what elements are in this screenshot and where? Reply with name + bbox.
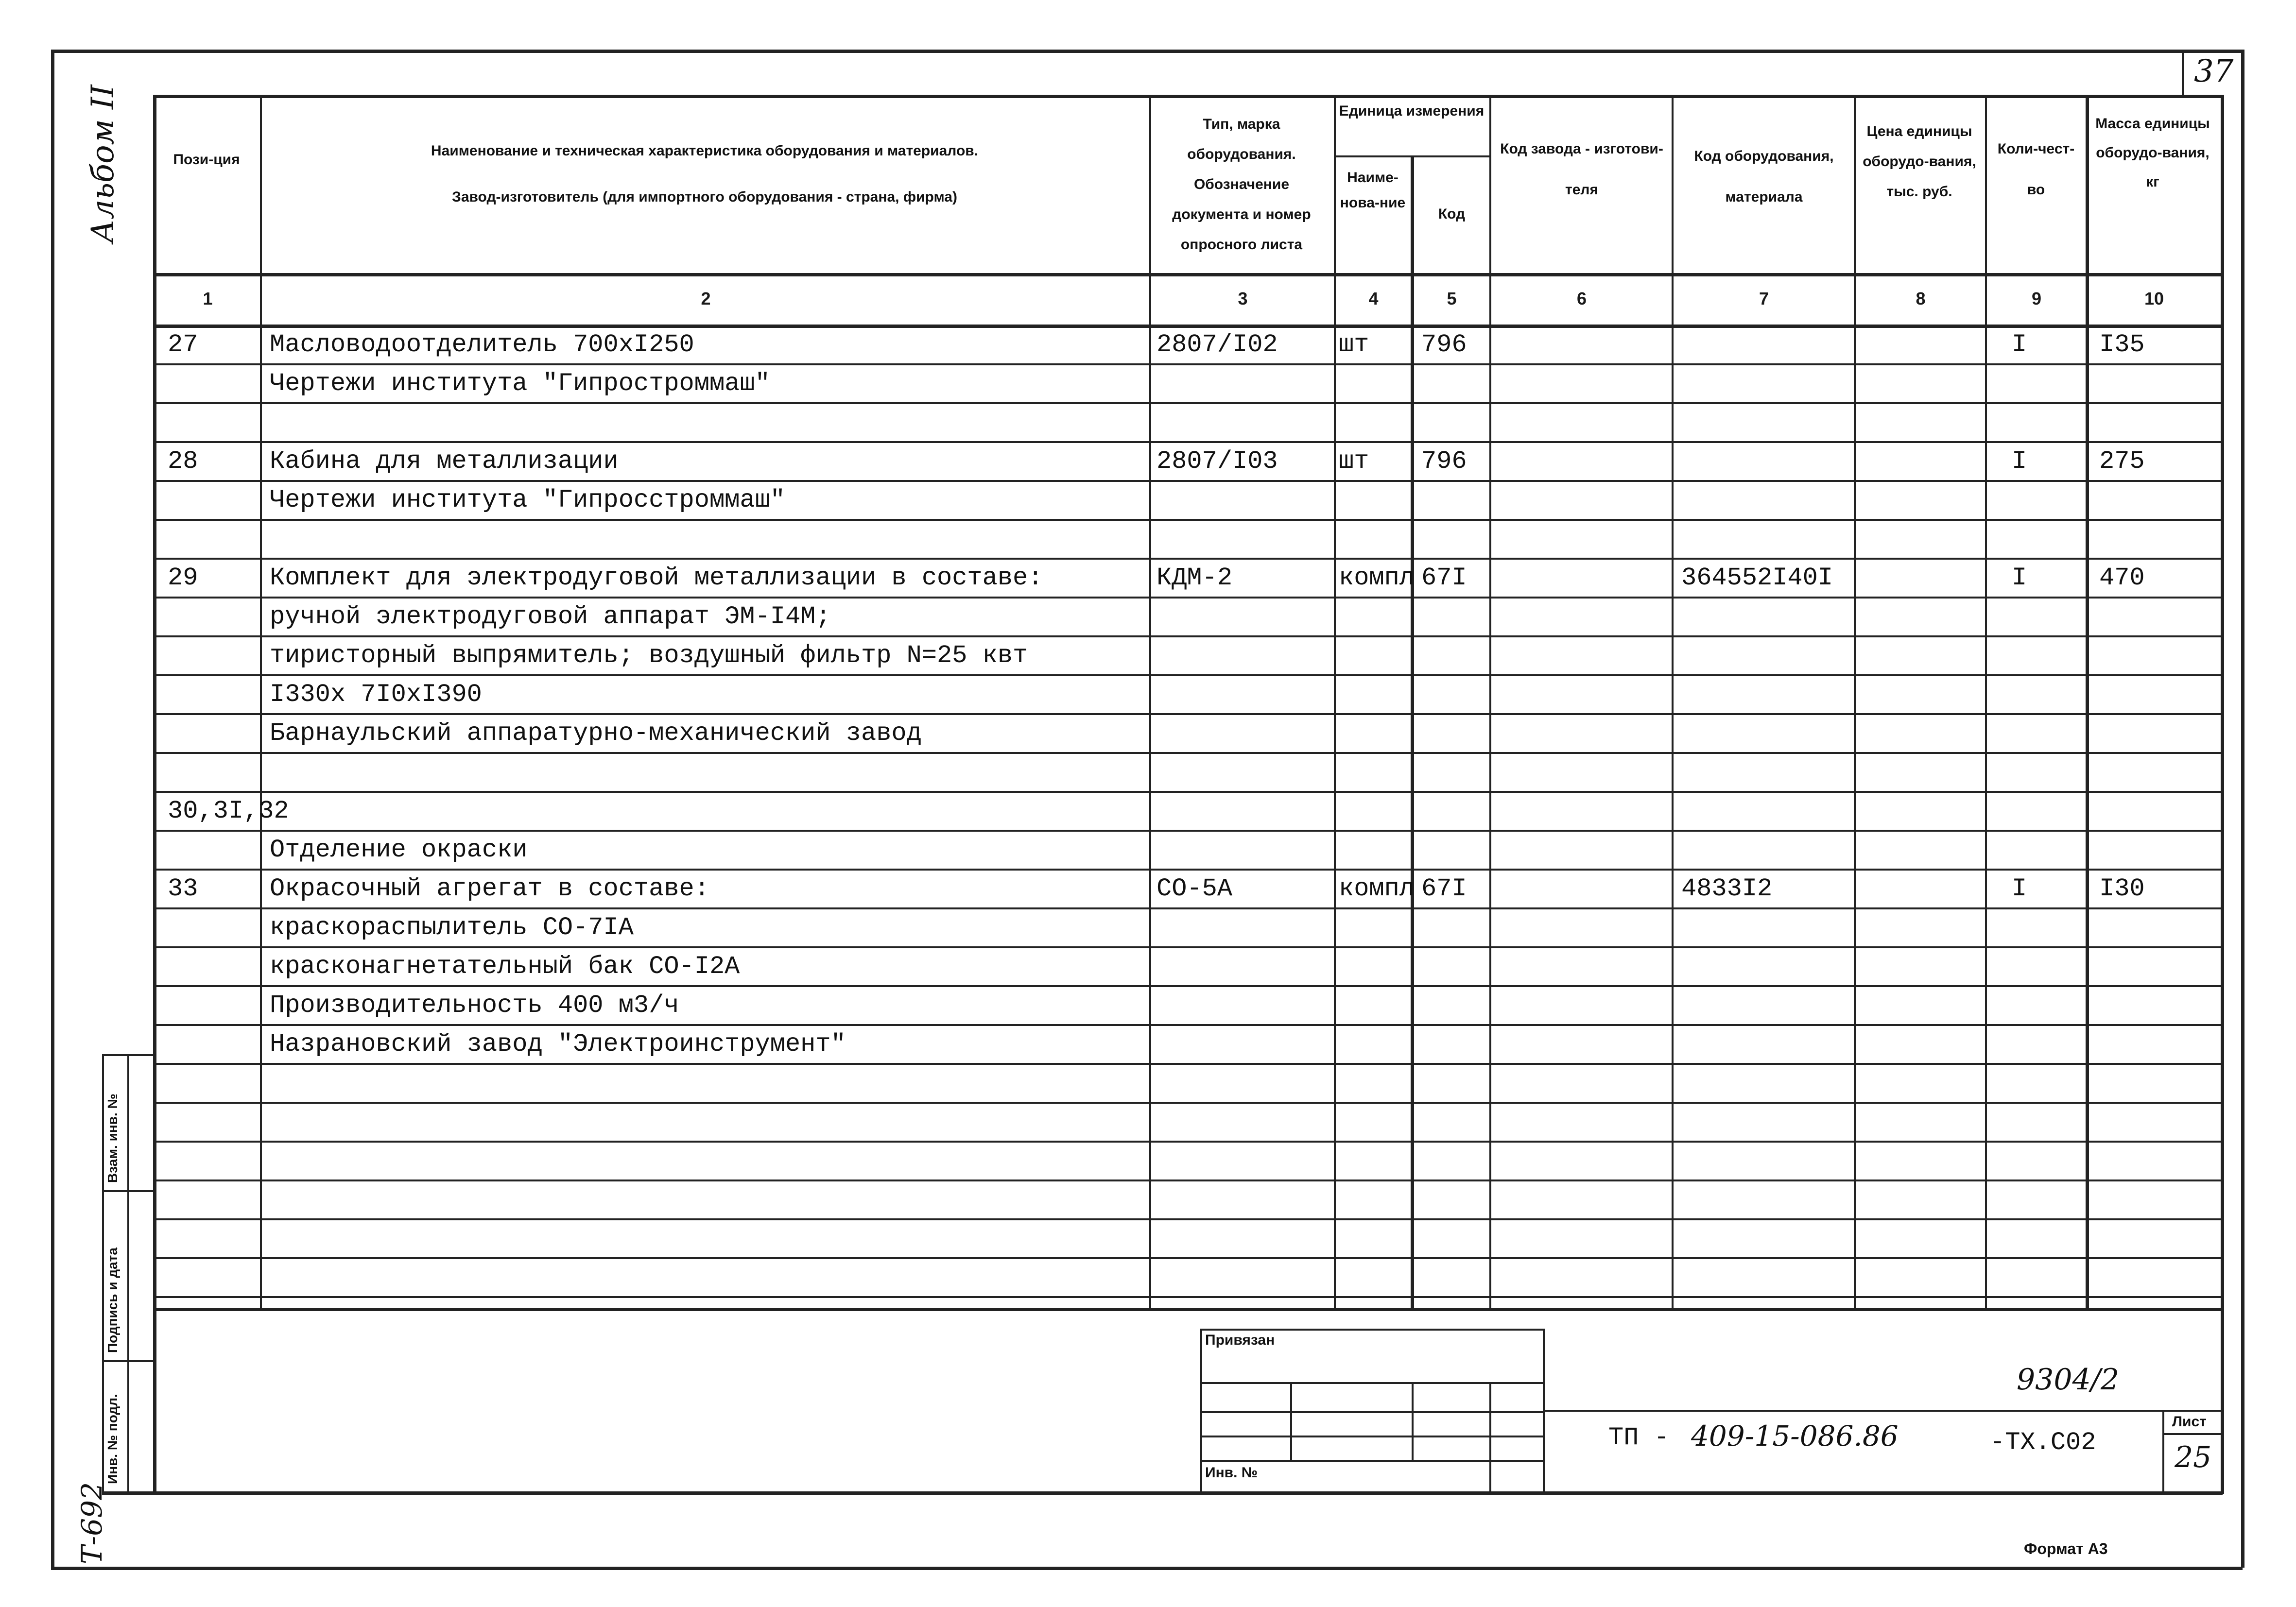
side-stamp-mid <box>127 1054 129 1491</box>
side-stamp-sep2 <box>102 1360 153 1362</box>
inner-frame-bottom <box>102 1491 2223 1495</box>
col-line-5 <box>1489 95 1491 1309</box>
privyazan-line1 <box>1200 1382 1543 1384</box>
frame-right <box>2241 50 2244 1568</box>
cell-type: СО-5А <box>1157 874 1233 903</box>
header-col6: Код завода - изготови-теля <box>1500 141 1663 198</box>
col-line-3 <box>1334 95 1336 1309</box>
col-line-8 <box>1985 95 1987 1309</box>
cell-name: Окрасочный агрегат в составе: <box>270 874 709 903</box>
cell-name: Отделение окраски <box>270 836 528 864</box>
table-row-line <box>153 480 2221 482</box>
cell-name: ручной электродуговой аппарат ЭМ-I4М; <box>270 602 831 631</box>
table-row-line <box>153 713 2221 715</box>
privyazan-line2 <box>1200 1411 1543 1413</box>
header-col1: Пози-ция <box>173 152 240 168</box>
table-row-line <box>153 635 2221 637</box>
col-line-7 <box>1854 95 1856 1309</box>
cell-name: краскораспылитель СО-7IА <box>270 913 634 942</box>
table-row-line <box>153 1141 2221 1143</box>
header-bottom-line <box>153 273 2221 276</box>
cell-qty: I <box>2012 447 2027 476</box>
doc-suffix: -ТХ.С02 <box>1990 1428 2096 1457</box>
col-line-4 <box>1411 155 1414 1309</box>
side-stamp-vzam: Взам. инв. № <box>105 1094 120 1183</box>
cell-name: красконагнетательный бак СО-I2А <box>270 952 740 981</box>
cell-unit: шт <box>1339 447 1369 476</box>
format-label: Формат А3 <box>2024 1540 2108 1557</box>
inv-no-label: Инв. № <box>1205 1465 1258 1481</box>
sheet-corner-number: 37 <box>2194 53 2234 89</box>
table-row-line <box>153 1180 2221 1181</box>
cell-code: 796 <box>1421 447 1467 476</box>
col-line-9 <box>2086 95 2089 1309</box>
table-row-line <box>153 1218 2221 1220</box>
cell-type: 2807/I03 <box>1157 447 1278 476</box>
table-row-line <box>153 558 2221 560</box>
colnum-10: 10 <box>2144 289 2164 308</box>
cell-unit: компл <box>1339 564 1415 592</box>
cell-pos: 33 <box>168 874 198 903</box>
privyazan-line3 <box>1200 1436 1543 1437</box>
colnum-1: 1 <box>203 289 213 308</box>
colnum-3: 3 <box>1238 289 1248 308</box>
colnum-4: 4 <box>1368 289 1379 308</box>
frame-left <box>51 50 54 1568</box>
header-col9: Коли-чест-во <box>1997 141 2075 198</box>
header-col8: Цена единицы оборудо-вания, тыс. руб. <box>1863 123 1976 200</box>
table-row-line <box>153 752 2221 754</box>
colnum-6: 6 <box>1576 289 1587 308</box>
table-row-line <box>153 597 2221 598</box>
privyazan-v2 <box>1412 1382 1414 1460</box>
tp-code-handwritten: 409-15-086.86 <box>1691 1419 1899 1453</box>
cell-type: КДМ-2 <box>1157 564 1233 592</box>
cell-name: Масловодоотделитель 700хI250 <box>270 330 694 359</box>
privyazan-left <box>1200 1329 1202 1491</box>
cell-name: Чертежи института "Гипростроммаш" <box>270 369 770 398</box>
cell-name: Комплект для электродуговой металлизации в составе: <box>270 564 1043 592</box>
colnum-5: 5 <box>1447 289 1457 308</box>
cell-equip-code: 4833I2 <box>1681 874 1773 903</box>
table-row-line <box>153 1257 2221 1259</box>
col-line-1 <box>260 95 262 1309</box>
privyazan-label: Привязан <box>1205 1332 1275 1348</box>
col-line-2 <box>1149 95 1151 1309</box>
margin-number: Т-692 <box>75 1482 108 1564</box>
table-row-line <box>153 907 2221 909</box>
table-row-line <box>153 1024 2221 1026</box>
side-stamp-left <box>102 1054 104 1491</box>
header-col4: Наиме-нова-ние <box>1340 170 1406 211</box>
header-col7: Код оборудования, материала <box>1694 148 1834 205</box>
frame-bottom-outer <box>51 1567 2243 1570</box>
side-stamp-inv: Инв. № подл. <box>105 1394 120 1484</box>
header-col2-line1: Наименование и техническая характеристика оборудования и материалов. <box>431 143 979 159</box>
cell-name: Кабина для металлизации <box>270 447 619 476</box>
cell-pos: 27 <box>168 330 198 359</box>
cell-name: I330х 7I0хI390 <box>270 680 482 709</box>
table-row-line <box>153 402 2221 404</box>
cell-pos: 30,3I,32 <box>168 797 289 825</box>
cell-type: 2807/I02 <box>1157 330 1278 359</box>
list-number: 25 <box>2175 1440 2212 1474</box>
privyazan-top <box>1200 1329 1543 1331</box>
cell-name: Барнаульский аппаратурно-механический завод <box>270 719 922 748</box>
colnum-bottom-line <box>153 325 2221 328</box>
side-stamp-top <box>102 1054 153 1056</box>
header-col10: Масса единицы оборудо-вания, кг <box>2095 116 2210 190</box>
frame-top <box>51 50 2243 53</box>
table-row-line <box>153 674 2221 676</box>
inner-frame-right <box>2221 95 2224 1494</box>
corner-box-left <box>2182 50 2184 96</box>
cell-pos: 29 <box>168 564 198 592</box>
cell-mass: 470 <box>2099 564 2145 592</box>
colnum-2: 2 <box>701 289 711 308</box>
table-row-line <box>153 441 2221 443</box>
cell-pos: 28 <box>168 447 198 476</box>
cell-qty: I <box>2012 564 2027 592</box>
title-block-mid <box>1543 1410 2221 1412</box>
header-col2-line2: Завод-изготовитель (для импортного оборудования - страна, фирма) <box>452 189 957 205</box>
table-row-line <box>153 1063 2221 1065</box>
table-row-line <box>153 830 2221 832</box>
title-block-top <box>153 1308 2221 1311</box>
colnum-8: 8 <box>1916 289 1926 308</box>
table-row-line <box>153 363 2221 365</box>
list-box-sep <box>2162 1433 2221 1435</box>
cell-mass: 275 <box>2099 447 2145 476</box>
table-row-line <box>153 1102 2221 1104</box>
cell-name: Назрановский завод "Электроинструмент" <box>270 1030 846 1059</box>
colnum-7: 7 <box>1759 289 1769 308</box>
unit-group-line <box>1334 155 1489 157</box>
cell-unit: шт <box>1339 330 1369 359</box>
colnum-9: 9 <box>2031 289 2042 308</box>
privyazan-v3 <box>1489 1382 1491 1491</box>
header-col5: Код <box>1438 206 1466 222</box>
col-line-6 <box>1672 95 1674 1309</box>
header-col3: Тип, марка оборудования. Обозначение документа и номер опросного листа <box>1172 116 1311 253</box>
cell-name: тиристорный выпрямитель; воздушный фильтр N=25 квт <box>270 641 1028 670</box>
cell-code: 796 <box>1421 330 1467 359</box>
table-row-line <box>153 519 2221 521</box>
cell-name: Производительность 400 м3/ч <box>270 991 679 1020</box>
header-unit-group: Единица измерения <box>1339 103 1485 119</box>
privyazan-line4 <box>1200 1460 1543 1462</box>
list-box-left <box>2162 1410 2164 1491</box>
table-row-line <box>153 946 2221 948</box>
album-label: Альбом II <box>85 85 121 243</box>
list-label: Лист <box>2172 1414 2207 1430</box>
side-stamp-podpis: Подпись и дата <box>105 1248 120 1353</box>
side-stamp-sep1 <box>102 1190 153 1192</box>
cell-mass: I30 <box>2099 874 2145 903</box>
cell-name: Чертежи института "Гипросстроммаш" <box>270 486 785 514</box>
tp-prefix: ТП - <box>1608 1423 1669 1452</box>
cell-mass: I35 <box>2099 330 2145 359</box>
table-row-line <box>153 791 2221 793</box>
table-row-line <box>153 869 2221 871</box>
table-row-line <box>153 985 2221 987</box>
cell-qty: I <box>2012 874 2027 903</box>
cell-qty: I <box>2012 330 2027 359</box>
cell-unit: компл <box>1339 874 1415 903</box>
cell-code: 67I <box>1421 874 1467 903</box>
privyazan-v1 <box>1290 1382 1292 1460</box>
cell-code: 67I <box>1421 564 1467 592</box>
table-row-line <box>153 1296 2221 1298</box>
cell-equip-code: 364552I40I <box>1681 564 1833 592</box>
inner-frame-top <box>153 95 2221 98</box>
doc-number-handwritten: 9304/2 <box>2017 1363 2120 1397</box>
